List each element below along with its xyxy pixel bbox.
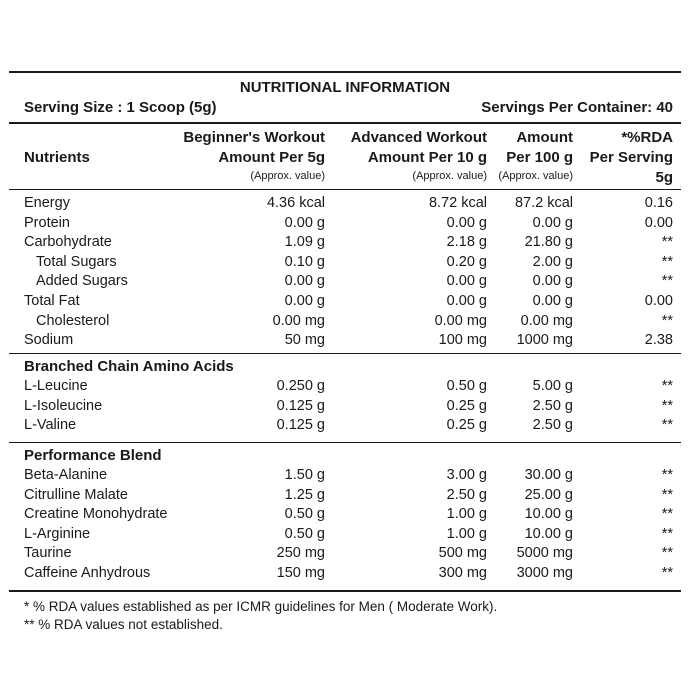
nutrient-name: Sodium bbox=[24, 332, 74, 349]
table-row bbox=[0, 293, 690, 313]
advanced-amount: 8.72 kcal bbox=[428, 195, 487, 211]
per-100g-amount: 10.00 g bbox=[524, 525, 573, 542]
nutrient-name: Creatine Monohydrate bbox=[24, 506, 168, 523]
beginner-amount: 0.00 g bbox=[284, 273, 325, 290]
per-100g-amount: 5000 mg bbox=[516, 545, 573, 562]
per-100g-amount: 0.00 g bbox=[532, 214, 573, 231]
per-100g-amount: 1000 mg bbox=[516, 332, 573, 349]
header-bottom-rule bbox=[9, 189, 681, 190]
rda-value: ** bbox=[661, 273, 673, 290]
beginner-amount: 1.50 g bbox=[284, 467, 325, 483]
rda-value: ** bbox=[661, 417, 673, 434]
header-col2-line2: Amount Per 10 g bbox=[367, 149, 487, 166]
nutrient-name: Citrulline Malate bbox=[24, 486, 128, 503]
header-col1-line2: Amount Per 5g bbox=[218, 149, 325, 166]
per-100g-amount: 25.00 g bbox=[524, 486, 573, 503]
rda-value: ** bbox=[661, 378, 673, 394]
beginner-amount: 0.10 g bbox=[284, 253, 325, 270]
beginner-amount: 0.50 g bbox=[284, 506, 325, 523]
per-100g-amount: 10.00 g bbox=[524, 506, 573, 523]
footnote-2: ** % RDA values not established. bbox=[24, 617, 223, 632]
rda-value: ** bbox=[661, 312, 673, 329]
nutrient-name: Total Sugars bbox=[36, 253, 117, 270]
nutrient-name: Energy bbox=[24, 195, 70, 211]
table-row bbox=[0, 565, 690, 585]
table-row bbox=[0, 378, 690, 398]
per-100g-amount: 0.00 mg bbox=[520, 312, 573, 329]
bottom-rule bbox=[9, 590, 681, 592]
table-row bbox=[0, 487, 690, 507]
header-col4-line2: Per Serving bbox=[589, 149, 673, 166]
rda-value: ** bbox=[661, 506, 673, 523]
advanced-amount: 0.25 g bbox=[446, 417, 487, 434]
nutrient-name: Taurine bbox=[24, 545, 72, 562]
footnote-1: * % RDA values established as per ICMR guidelines for Men ( Moderate Work). bbox=[24, 599, 498, 614]
header-col1-line1: Beginner's Workout bbox=[183, 129, 325, 146]
per-100g-amount: 30.00 g bbox=[524, 467, 573, 483]
rda-value: ** bbox=[661, 234, 673, 251]
per-100g-amount: 5.00 g bbox=[532, 378, 573, 394]
rda-value: 0.00 bbox=[644, 214, 673, 231]
advanced-amount: 2.18 g bbox=[446, 234, 487, 251]
header-col2-note: (Approx. value) bbox=[412, 170, 487, 182]
advanced-amount: 2.50 g bbox=[446, 486, 487, 503]
beginner-amount: 1.25 g bbox=[284, 486, 325, 503]
advanced-amount: 0.20 g bbox=[446, 253, 487, 270]
table-row bbox=[0, 417, 690, 437]
nutrient-name: Cholesterol bbox=[36, 312, 110, 329]
header-col4-line1: *%RDA bbox=[621, 129, 673, 146]
advanced-amount: 0.00 mg bbox=[434, 312, 487, 329]
nutrient-name: L-Isoleucine bbox=[24, 397, 103, 414]
advanced-amount: 1.00 g bbox=[446, 506, 487, 523]
beginner-amount: 150 mg bbox=[276, 565, 325, 581]
nutrient-name: Total Fat bbox=[24, 293, 80, 309]
servings-per-container: Servings Per Container: 40 bbox=[481, 99, 673, 116]
table-row bbox=[0, 273, 690, 293]
nutrient-name: Caffeine Anhydrous bbox=[24, 565, 151, 581]
beginner-amount: 250 mg bbox=[276, 545, 325, 562]
table-row bbox=[0, 398, 690, 418]
per-100g-amount: 2.50 g bbox=[532, 397, 573, 414]
header-nutrients: Nutrients bbox=[24, 149, 90, 166]
advanced-amount: 3.00 g bbox=[446, 467, 487, 483]
nutrient-name: L-Valine bbox=[24, 417, 77, 434]
rda-value: 0.00 bbox=[644, 293, 673, 309]
nutrient-name: Added Sugars bbox=[36, 273, 128, 290]
nutrient-name: L-Arginine bbox=[24, 525, 91, 542]
beginner-amount: 0.00 g bbox=[284, 214, 325, 231]
beginner-amount: 0.00 g bbox=[284, 293, 325, 309]
beginner-amount: 0.125 g bbox=[276, 397, 325, 414]
rda-value: ** bbox=[661, 397, 673, 414]
table-row bbox=[0, 215, 690, 235]
section-rule-2 bbox=[9, 442, 681, 443]
beginner-amount: 50 mg bbox=[284, 332, 325, 349]
beginner-amount: 0.125 g bbox=[276, 417, 325, 434]
nutrient-name: L-Leucine bbox=[24, 378, 88, 394]
header-top-rule bbox=[9, 122, 681, 124]
table-row bbox=[0, 195, 690, 215]
nutrient-name: Carbohydrate bbox=[24, 234, 112, 251]
table-row bbox=[0, 332, 690, 352]
table-row bbox=[0, 545, 690, 565]
advanced-amount: 0.00 g bbox=[446, 273, 487, 290]
section-rule-1 bbox=[9, 353, 681, 354]
blend-heading: Performance Blend bbox=[24, 447, 162, 464]
advanced-amount: 0.00 g bbox=[446, 214, 487, 231]
per-100g-amount: 3000 mg bbox=[516, 565, 573, 581]
rda-value: ** bbox=[661, 545, 673, 562]
rda-value: ** bbox=[661, 253, 673, 270]
bcaa-heading: Branched Chain Amino Acids bbox=[24, 358, 234, 375]
top-rule bbox=[9, 71, 681, 73]
advanced-amount: 100 mg bbox=[438, 332, 487, 349]
advanced-amount: 1.00 g bbox=[446, 525, 487, 542]
table-row bbox=[0, 234, 690, 254]
header-col4-line3: 5g bbox=[655, 169, 673, 186]
advanced-amount: 0.00 g bbox=[446, 293, 487, 309]
header-col3-line1: Amount bbox=[516, 129, 573, 146]
advanced-amount: 0.25 g bbox=[446, 397, 487, 414]
per-100g-amount: 87.2 kcal bbox=[514, 195, 573, 211]
header-col1-note: (Approx. value) bbox=[250, 170, 325, 182]
beginner-amount: 4.36 kcal bbox=[266, 195, 325, 211]
table-row bbox=[0, 313, 690, 333]
rda-value: ** bbox=[661, 565, 673, 581]
table-row bbox=[0, 467, 690, 487]
nutrient-name: Beta-Alanine bbox=[24, 467, 108, 483]
rda-value: 0.16 bbox=[644, 195, 673, 211]
beginner-amount: 0.00 mg bbox=[272, 312, 325, 329]
table-row bbox=[0, 506, 690, 526]
table-row bbox=[0, 254, 690, 274]
title-text: NUTRITIONAL INFORMATION bbox=[239, 79, 451, 96]
nutrient-name: Protein bbox=[24, 214, 70, 231]
header-col3-note: (Approx. value) bbox=[498, 170, 573, 182]
table-row bbox=[0, 526, 690, 546]
per-100g-amount: 0.00 g bbox=[532, 293, 573, 309]
beginner-amount: 0.50 g bbox=[284, 525, 325, 542]
header-col3-line2: Per 100 g bbox=[506, 149, 573, 166]
serving-size: Serving Size : 1 Scoop (5g) bbox=[24, 99, 217, 116]
advanced-amount: 300 mg bbox=[438, 565, 487, 581]
page-title bbox=[0, 79, 690, 96]
per-100g-amount: 21.80 g bbox=[524, 234, 573, 251]
beginner-amount: 0.250 g bbox=[276, 378, 325, 394]
beginner-amount: 1.09 g bbox=[284, 234, 325, 251]
rda-value: ** bbox=[661, 467, 673, 483]
rda-value: 2.38 bbox=[644, 332, 673, 349]
per-100g-amount: 2.50 g bbox=[532, 417, 573, 434]
advanced-amount: 500 mg bbox=[438, 545, 487, 562]
rda-value: ** bbox=[661, 525, 673, 542]
per-100g-amount: 0.00 g bbox=[532, 273, 573, 290]
rda-value: ** bbox=[661, 486, 673, 503]
header-col2-line1: Advanced Workout bbox=[350, 129, 487, 146]
per-100g-amount: 2.00 g bbox=[532, 253, 573, 270]
advanced-amount: 0.50 g bbox=[446, 378, 487, 394]
